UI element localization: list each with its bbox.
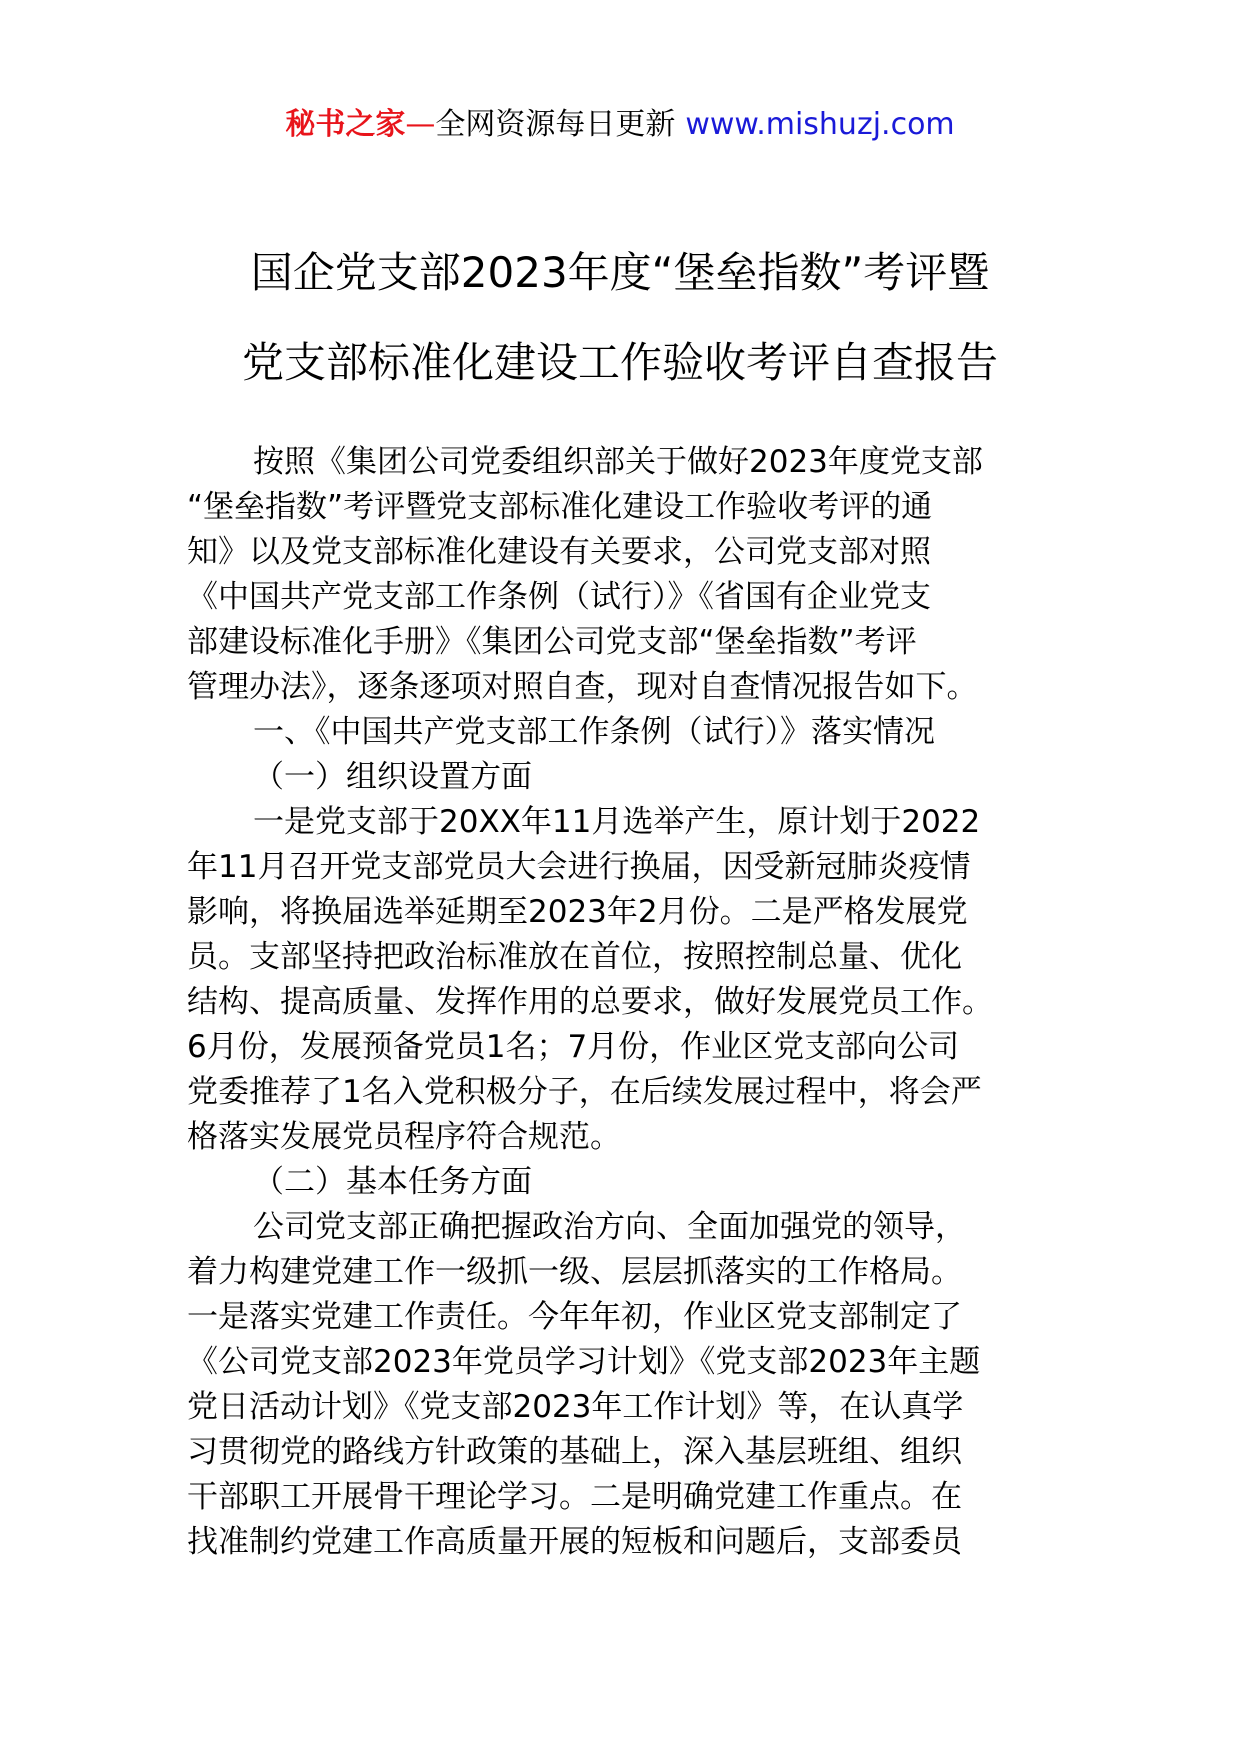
body-line: 部建设标准化手册》《集团公司党支部“堡垒指数”考评 [187, 624, 917, 660]
body-line: 格落实发展党员程序符合规范。 [187, 1119, 621, 1155]
body-line: 党日活动计划》《党支部2023年工作计划》等，在认真学 [187, 1389, 964, 1425]
body-line: 一是党支部于20XX年11月选举产生，原计划于2022 [253, 804, 981, 840]
site-url-link[interactable]: www.mishuzj.com [685, 107, 955, 142]
subsection-heading: （一）组织设置方面 [253, 759, 532, 795]
site-banner [0, 104, 1240, 146]
body-line: 公司党支部正确把握政治方向、全面加强党的领导， [253, 1209, 966, 1245]
document-body [187, 440, 1057, 1565]
body-line: 党委推荐了1名入党积极分子，在后续发展过程中，将会严 [187, 1074, 982, 1110]
body-line: 员。支部坚持把政治标准放在首位，按照控制总量、优化 [187, 939, 962, 975]
body-line: “堡垒指数”考评暨党支部标准化建设工作验收考评的通 [187, 489, 933, 525]
body-line: 《公司党支部2023年党员学习计划》《党支部2023年主题 [187, 1344, 981, 1380]
body-line: 着力构建党建工作一级抓一级、层层抓落实的工作格局。 [187, 1254, 962, 1290]
site-brand: 秘书之家 [285, 107, 406, 142]
body-line: 习贯彻党的路线方针政策的基础上，深入基层班组、组织 [187, 1434, 962, 1470]
section-heading: 一、《中国共产党支部工作条例（试行）》落实情况 [253, 714, 935, 750]
document-title [0, 228, 1240, 408]
body-line: 干部职工开展骨干理论学习。二是明确党建工作重点。在 [187, 1479, 962, 1515]
title-line-1: 国企党支部2023年度“堡垒指数”考评暨 [250, 248, 990, 297]
body-line: 知》以及党支部标准化建设有关要求，公司党支部对照 [187, 534, 931, 570]
body-line: 年11月召开党支部党员大会进行换届，因受新冠肺炎疫情 [187, 849, 971, 885]
banner-slogan: 全网资源每日更新 [435, 107, 676, 142]
body-line: 找准制约党建工作高质量开展的短板和问题后，支部委员 [187, 1524, 962, 1560]
body-line: 结构、提高质量、发挥作用的总要求，做好发展党员工作。 [187, 984, 993, 1020]
body-line: 6月份，发展预备党员1名；7月份，作业区党支部向公司 [187, 1029, 960, 1065]
body-line: 按照《集团公司党委组织部关于做好2023年度党支部 [253, 444, 983, 480]
body-line: 《中国共产党支部工作条例（试行）》《省国有企业党支 [187, 579, 931, 615]
body-line: 管理办法》，逐条逐项对照自查，现对自查情况报告如下。 [187, 669, 978, 705]
title-line-2: 党支部标准化建设工作验收考评自查报告 [241, 338, 998, 387]
body-line: 影响，将换届选举延期至2023年2月份。二是严格发展党 [187, 894, 968, 930]
subsection-heading: （二）基本任务方面 [253, 1164, 532, 1200]
body-line: 一是落实党建工作责任。今年年初，作业区党支部制定了 [187, 1299, 962, 1335]
banner-dash: — [405, 107, 436, 142]
